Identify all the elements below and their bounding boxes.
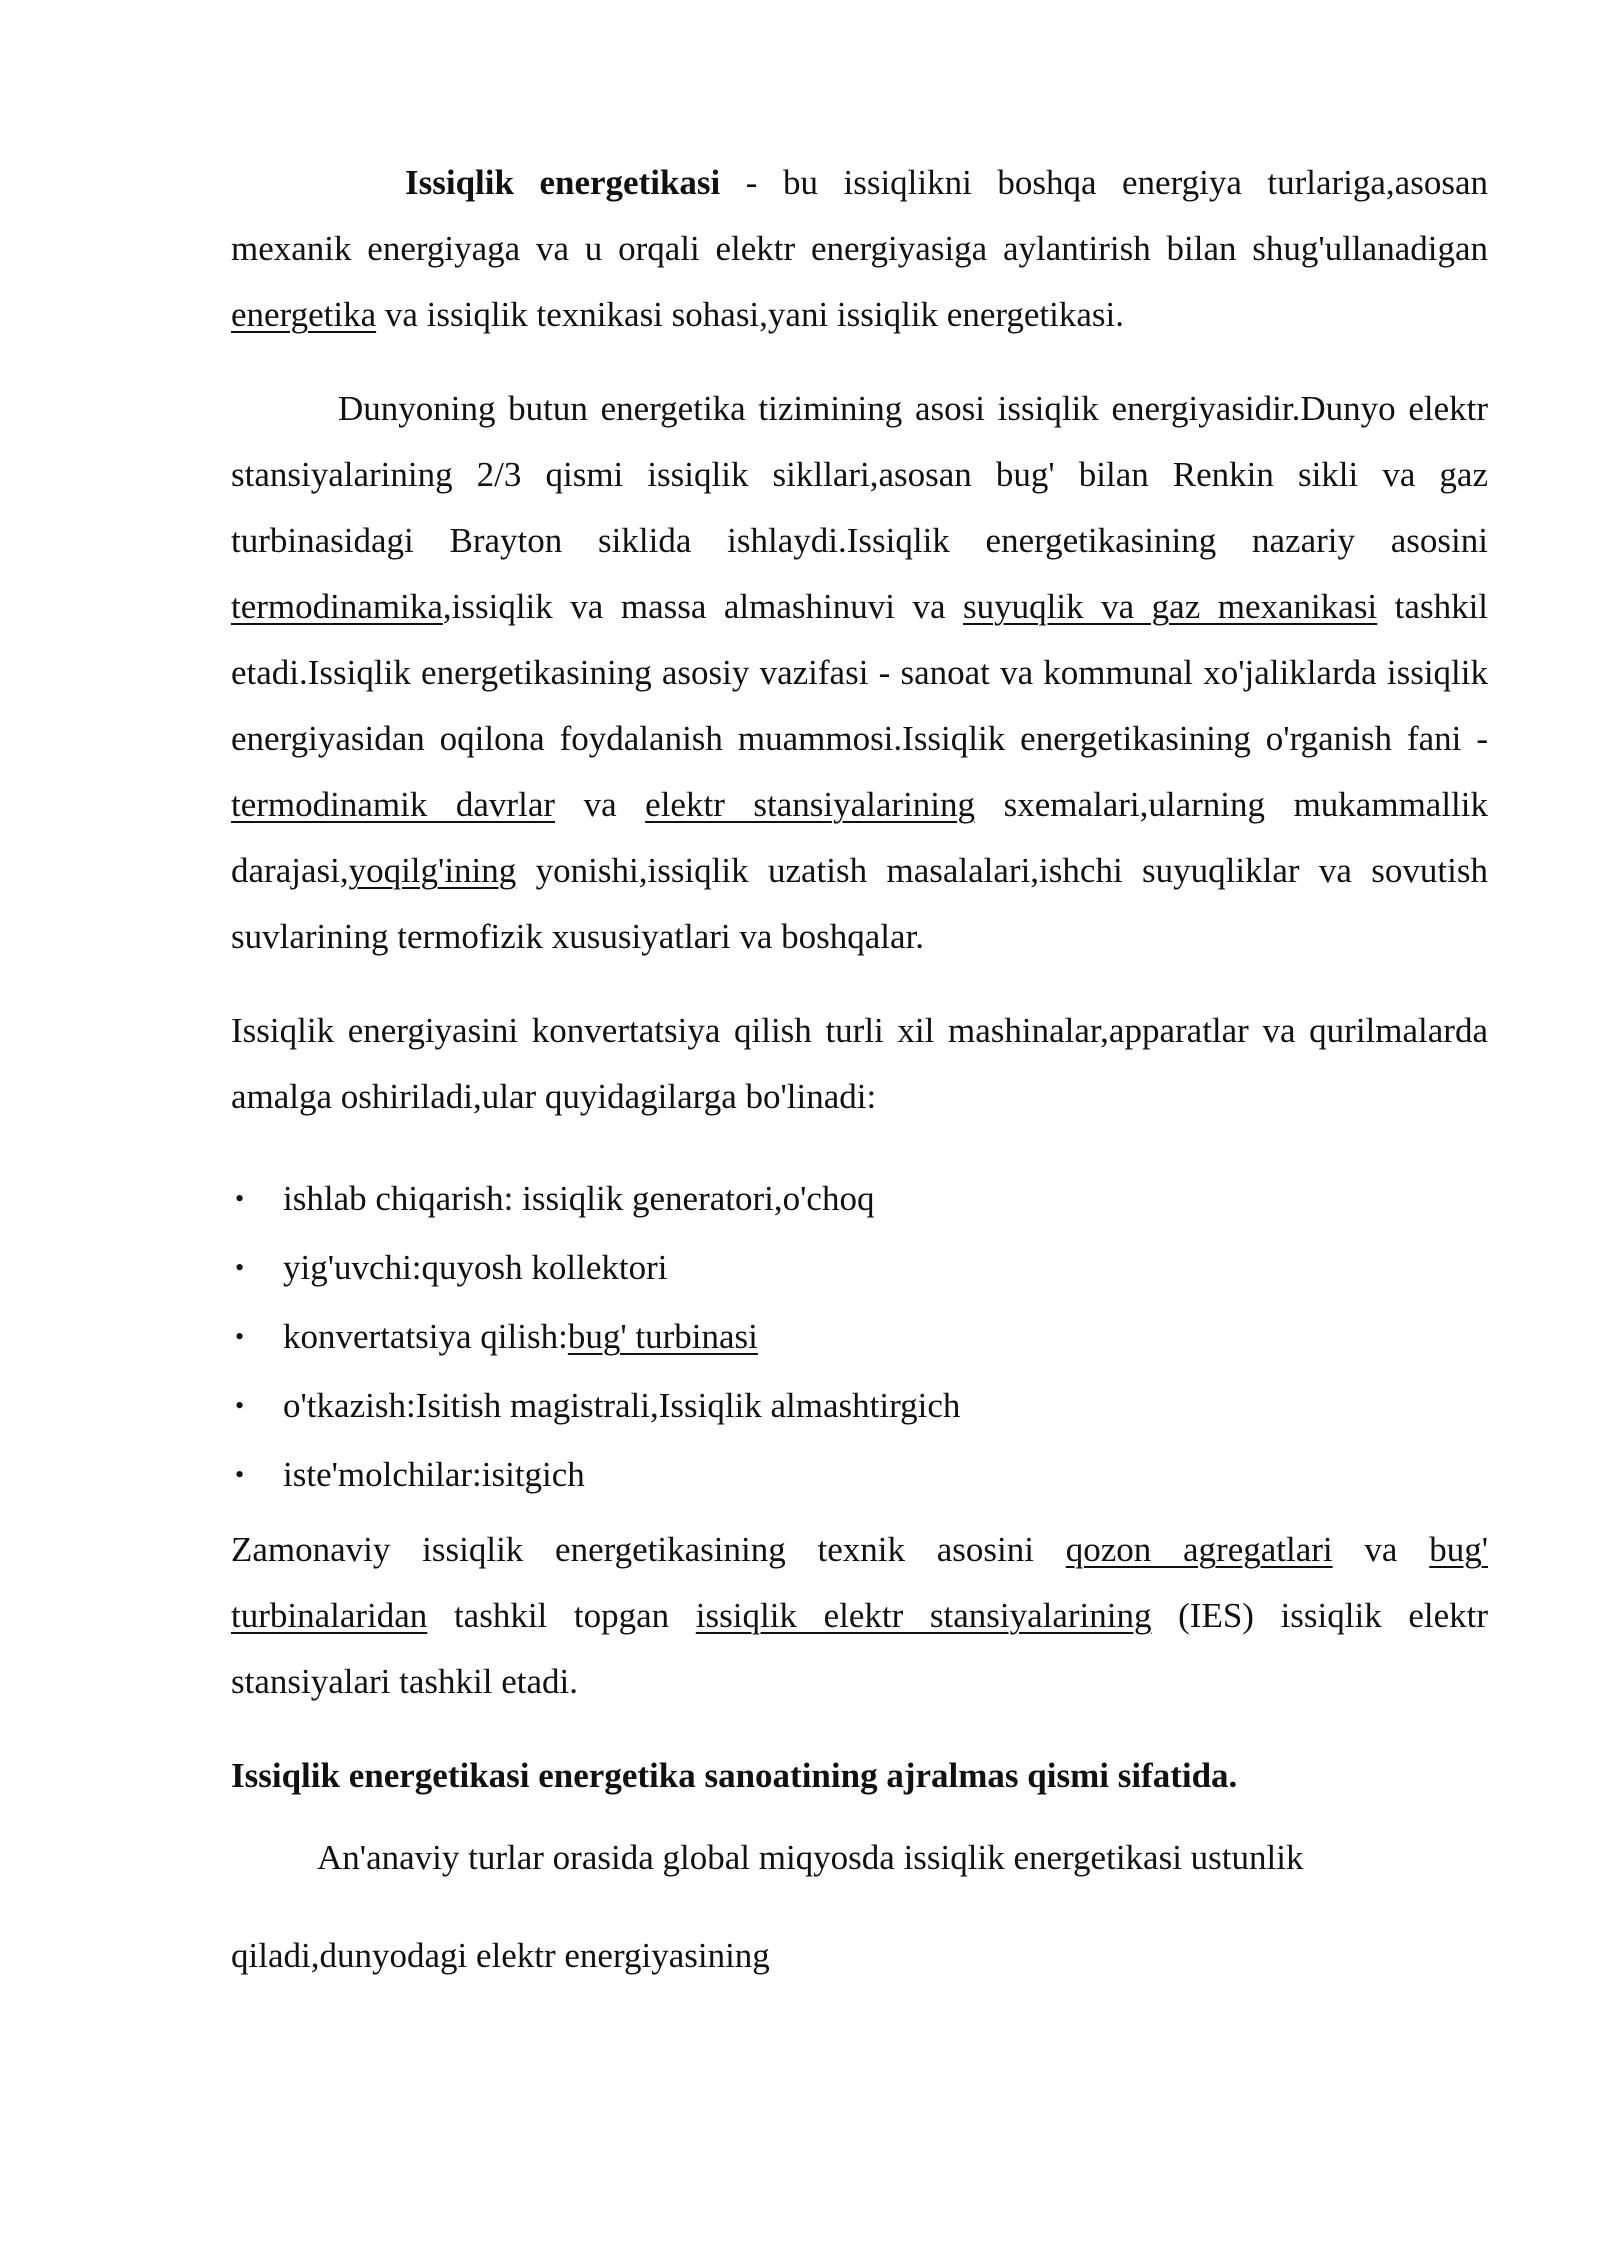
link-yoqilgining[interactable]: yoqilg'ining [348,851,517,890]
link-termodinamika[interactable]: termodinamika [231,587,443,626]
paragraph-definition [231,150,1488,348]
text-span: ,issiqlik va massa almashinuvi va [442,587,964,626]
text-span: - bu issiqlikni boshqa energiya turlariga,asosan mexanik energiyaga va u orqali elektr energiyasiga aylantirish bilan shug'ullanadigan [231,163,1488,268]
paragraph-traditional: An'anaviy turlar orasida global miqyosda issiqlik energetikasi ustunlik [317,1838,1304,1877]
bullet-list [231,1164,1488,1509]
text-span: va [555,785,646,824]
section-heading: Issiqlik energetikasi energetika sanoatining ajralmas qismi sifatida. [231,1756,1238,1795]
list-item-text: o'tkazish:Isitish magistrali,Issiqlik almashtirgich [283,1386,961,1425]
bullet-icon: • [235,1184,245,1213]
link-suyuqlik-gaz-mexanikasi[interactable]: suyuqlik va gaz mexanikasi [963,587,1378,626]
text-span: sxemalari,ularning mukammallik darajasi, [231,785,1489,890]
link-elektr-stansiyalarining[interactable]: elektr stansiyalarining [645,785,976,824]
text-span: Zamonaviy issiqlik energetikasining texnik asosini [231,1530,1066,1569]
text-span: Dunyoning butun energetika tizimining asosi issiqlik energiyasidir.Dunyo elektr stansiyalarining 2/3 qismi issiqlik sikllari,asosan bug' bilan Renkin sikli va gaz turbinasidagi Brayton siklida ishlaydi.Issiqlik energetikasining nazariy asosini [231,389,1488,560]
list-item [231,1440,1488,1509]
link-energetika[interactable]: energetika [231,295,377,334]
text-span: va issiqlik texnikasi sohasi,yani issiqlik energetikasi. [376,295,1125,334]
list-item [231,1371,1488,1440]
paragraph-continuation: qiladi,dunyodagi elektr energiyasining [231,1936,770,1975]
list-item-text: ishlab chiqarish: issiqlik generatori,o'choq [283,1179,875,1218]
text-span: va [1332,1530,1430,1569]
bullet-icon: • [235,1460,245,1489]
term-bold: Issiqlik energetikasi [405,163,721,202]
paragraph-conversion: Issiqlik energiyasini konvertatsiya qilish turli xil mashinalar,apparatlar va qurilmalarda amalga oshiriladi,ular quyidagilarga bo'linadi: [231,1011,1488,1116]
bullet-icon: • [235,1391,245,1420]
link-qozon-agregatlari[interactable]: qozon agregatlari [1065,1530,1333,1569]
list-item [231,1164,1488,1233]
bullet-icon: • [235,1322,245,1351]
link-issiqlik-elektr-stansiyalarining[interactable]: issiqlik elektr stansiyalarining [695,1596,1152,1635]
text-span: tashkil etadi.Issiqlik energetikasining asosiy vazifasi - sanoat va kommunal xo'jaliklarda issiqlik energiyasidan oqilona foydalanish muammosi.Issiqlik energetikasining o'rganish fani - [231,587,1489,758]
list-item [231,1302,1488,1371]
link-bug-turbinalaridan[interactable]: bug' turbinalaridan [231,1530,1489,1635]
text-span: tashkil topgan [427,1596,696,1635]
paragraph-foundation [231,376,1488,970]
link-termodinamik-davrlar[interactable]: termodinamik davrlar [231,785,556,824]
list-item [231,1233,1488,1302]
bullet-icon: • [235,1253,245,1282]
list-item-text: konvertatsiya qilish: [283,1317,568,1356]
list-item-text: iste'molchilar:isitgich [283,1455,585,1494]
text-span: yonishi,issiqlik uzatish masalalari,ishchi suyuqliklar va sovutish suvlarining termofizik xususiyatlari va boshqalar. [231,851,1488,956]
text-span: (IES) issiqlik elektr stansiyalari tashkil etadi. [231,1596,1489,1701]
paragraph-modern-basis [231,1517,1488,1715]
link-bug-turbinasi[interactable]: bug' turbinasi [567,1317,758,1356]
list-item-text: yig'uvchi:quyosh kollektori [283,1248,668,1287]
